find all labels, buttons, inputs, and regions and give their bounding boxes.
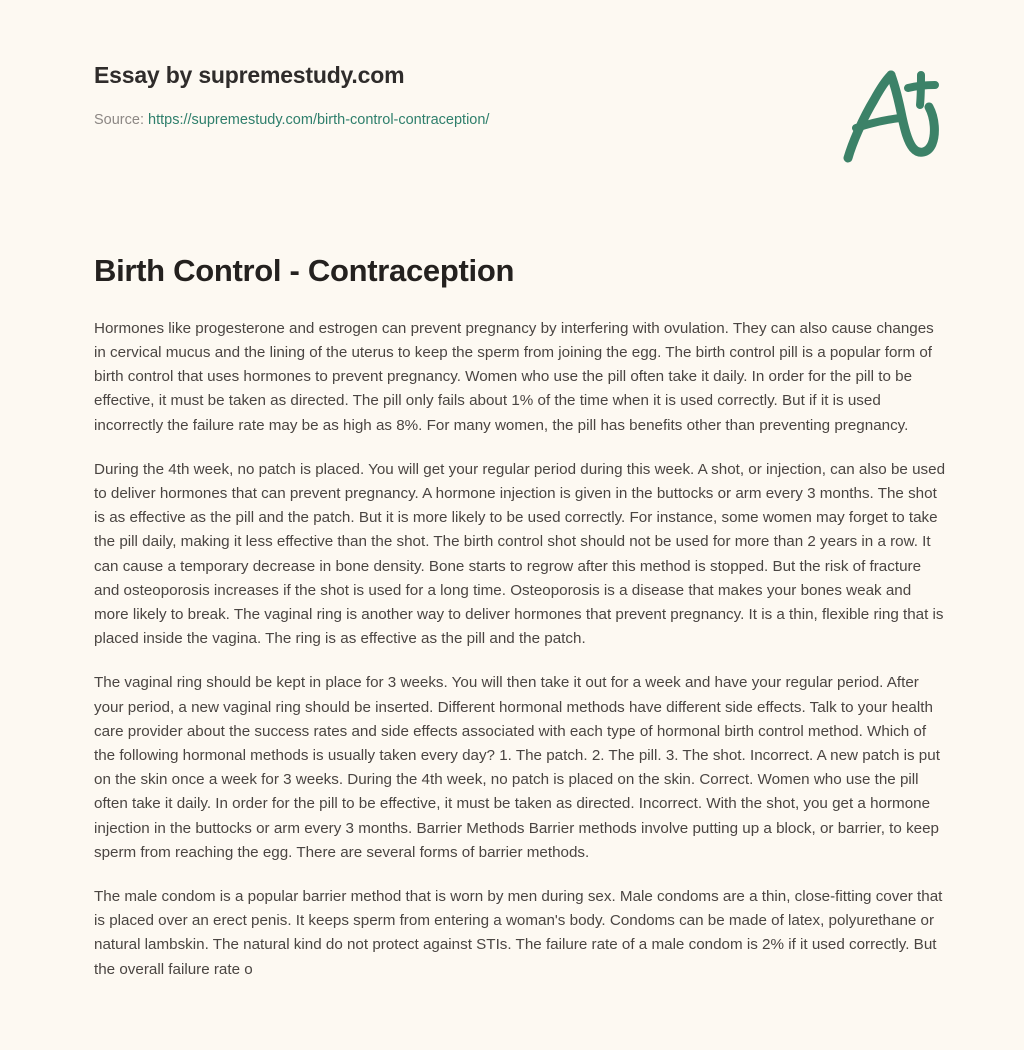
source-line: [94, 112, 948, 129]
a-plus-logo[interactable]: [836, 62, 952, 166]
source-url-link[interactable]: https://supremestudy.com/birth-control-contraception/: [148, 111, 490, 128]
paragraph: The male condom is a popular barrier method that is worn by men during sex. Male condoms are a thin, close-fitting cover that is placed over an erect penis. It keeps sperm from entering a woman's body. Condoms can be made of latex, polyurethane or natural lambskin. The natural kind do not protect against STIs. The failure rate of a male condom is 2% if it used correctly. But the overall failure rate o: [94, 888, 943, 978]
article-body: [94, 317, 946, 982]
page-title: Birth Control - Contraception: [94, 253, 515, 288]
paragraph: During the 4th week, no patch is placed. You will get your regular period during this week. A shot, or injection, can also be used to deliver hormones that can prevent pregnancy. A hormone injection is given in the buttocks or arm every 3 months. The shot is as effective as the pill and the patch. But it is more likely to be used correctly. For instance, some women may forget to take the pill daily, making it less effective than the shot. The birth control shot should not be used for more than 2 years in a row. It can cause a temporary decrease in bone density. Bone starts to regrow after this method is stopped. But the risk of fracture and osteoporosis increases if the shot is used for a long time. Osteoporosis is a disease that makes your bones weak and more likely to break. The vaginal ring is another way to deliver hormones that prevent pregnancy. It is a thin, flexible ring that is placed inside the vagina. The ring is as effective as the pill and the patch.: [94, 460, 946, 648]
source-label: Source:: [94, 111, 144, 128]
paragraph: Hormones like progesterone and estrogen can prevent pregnancy by interfering with ovulation. They can also cause changes in cervical mucus and the lining of the uterus to keep the sperm from joining the egg. The birth control pill is a popular form of birth control that uses hormones to prevent pregnancy. Women who use the pill often take it daily. In order for the pill to be effective, it must be taken as directed. The pill only fails about 1% of the time when it is used correctly. But if it is used incorrectly the failure rate may be as high as 8%. For many women, the pill has benefits other than preventing pregnancy.: [94, 319, 934, 434]
article: [0, 252, 1024, 982]
page-header: [0, 0, 1024, 170]
paragraph: The vaginal ring should be kept in place for 3 weeks. You will then take it out for a week and have your regular period. After your period, a new vaginal ring should be inserted. Different hormonal methods have different side effects. Talk to your health care provider about the success rates and side effects associated with each type of hormonal birth control method. Which of the following hormonal methods is usually taken every day? 1. The patch. 2. The pill. 3. The shot. Incorrect. A new patch is put on the skin once a week for 3 weeks. During the 4th week, no patch is placed on the skin. Correct. Women who use the pill often take it daily. In order for the pill to be effective, it must be taken as directed. Incorrect. With the shot, you get a hormone injection in the buttocks or arm every 3 months. Barrier Methods Barrier methods involve putting up a block, or barrier, to keep sperm from reaching the egg. There are several forms of barrier methods.: [94, 674, 940, 861]
a-plus-logo-icon: [836, 62, 952, 166]
byline: Essay by supremestudy.com: [94, 62, 405, 88]
